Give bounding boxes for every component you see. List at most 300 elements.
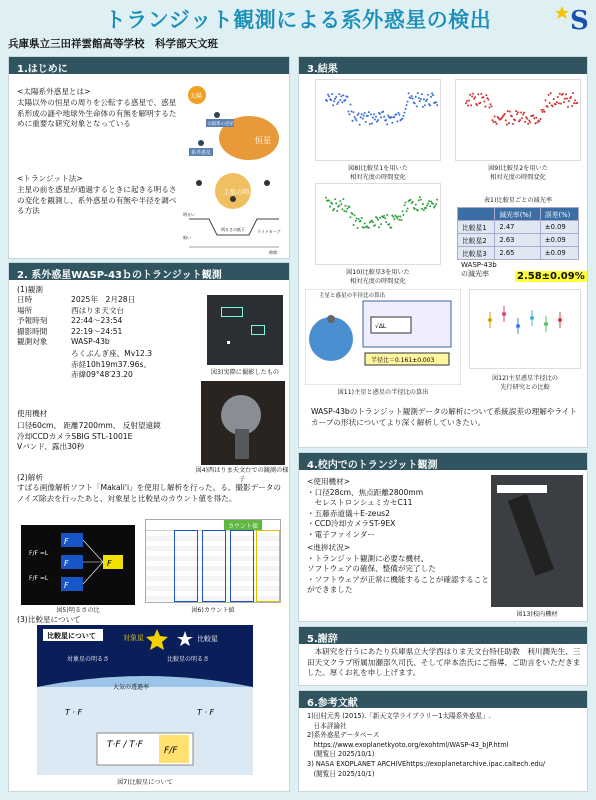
observatory-photo [201, 381, 285, 465]
lc-point [532, 114, 534, 116]
comparison-star-figure [37, 625, 253, 775]
lc-point [480, 93, 482, 95]
lc-point [357, 227, 359, 229]
svg-text:T·F / T·F: T·F / T·F [107, 740, 143, 750]
fig8-caption: 図8)比較星1を用いた 相対光度の時間変化 [348, 165, 408, 181]
lc-point [515, 110, 517, 112]
poster-title: トランジット観測による系外惑星の検出 [104, 8, 492, 32]
lc-point [348, 113, 350, 115]
lc-point [567, 106, 569, 108]
reference-list [307, 712, 585, 779]
lc-point [417, 92, 419, 94]
svg-text:F: F [107, 559, 112, 568]
lc-point [374, 224, 376, 226]
lc-point [495, 121, 497, 123]
lc-point [402, 210, 404, 212]
comparison-star-label: 比較星 [197, 635, 218, 643]
sun-label: 太陽 [190, 93, 203, 100]
lc-point [371, 122, 373, 124]
lc-point [333, 100, 335, 102]
lc-point [421, 93, 423, 95]
lc-point [558, 102, 560, 104]
fig10-caption: 図10)比較星3を用いた 相対光度の時間変化 [346, 269, 410, 285]
planet2-label: 系外惑星 [191, 150, 212, 156]
table-row [458, 234, 579, 247]
fig9-caption: 図9)比較星2を用いた 相対光度の時間変化 [488, 165, 548, 181]
lc-point [370, 113, 372, 115]
lc-point [380, 116, 382, 118]
lc-point [509, 111, 511, 113]
lc-point [359, 124, 361, 126]
school-equipment-photo [491, 475, 583, 607]
lc-point [351, 110, 353, 112]
analysis-text: すばる画像解析ソフト「Makali'i」を使用し解析を行った。る。撮影データのノイズ除去を行ったあと、対象星と比較星のカウント値を得た。 [17, 483, 281, 503]
table-cell: 比較星2 [458, 234, 495, 247]
light-curve-1 [315, 79, 441, 161]
lc-point [570, 96, 572, 98]
lc-point [372, 117, 374, 119]
lc-point [334, 98, 336, 100]
lc-point [465, 102, 467, 104]
exoplanet-text: 太陽以外の恒星の周りを公転する惑星で、惑星系形成の謎や地球外生命体の有無を解明するために重要な研究対象となっている [17, 98, 177, 129]
lc-point [539, 118, 541, 120]
lc-point [414, 102, 416, 104]
lc-point [375, 116, 377, 118]
lc-point [426, 205, 428, 207]
lc-point [403, 214, 405, 216]
reference-item: https://www.exoplanetkyoto.org/exohtml/WASP-43_bJP.html [307, 740, 509, 749]
fig7-caption: 図7)比較星について [117, 779, 173, 786]
lc-point [402, 118, 404, 120]
lc-point [352, 213, 354, 215]
lc-point [534, 122, 536, 124]
count-value-table [145, 519, 281, 603]
lc-point [429, 205, 431, 207]
lc-point [335, 96, 337, 98]
lc-point [550, 92, 552, 94]
lc-point [354, 214, 356, 216]
lc-point [356, 218, 358, 220]
lc-point [376, 217, 378, 219]
lc-point [360, 220, 362, 222]
exoplanet-diagram [181, 83, 285, 161]
lc-point [422, 106, 424, 108]
lc-point [348, 206, 350, 208]
lc-point [523, 112, 525, 114]
lc-point [471, 96, 473, 98]
fig4-caption: 図4)西はりま天文台での観測の様子 [195, 467, 289, 483]
fig5-caption: 図5)明るさの比 [56, 607, 100, 614]
lower-label: 明るさの低下 [221, 227, 245, 232]
lc-point [336, 103, 338, 105]
svg-text:F/F =L: F/F =L [29, 550, 49, 557]
lc-point [377, 219, 379, 221]
lc-point [406, 210, 408, 212]
lc-point [419, 196, 421, 198]
table-row [458, 221, 579, 234]
section-school-observation [298, 452, 588, 622]
lc-point [368, 227, 370, 229]
lc-point [574, 99, 576, 101]
lc-point [339, 99, 341, 101]
lc-point [346, 208, 348, 210]
lc-point [484, 106, 486, 108]
lc-point [424, 104, 426, 106]
lc-point [335, 202, 337, 204]
lc-label: ライトカーブ [257, 229, 281, 234]
wasp-rate-label: WASP-43b の減光率 [461, 261, 497, 278]
lc-point [420, 98, 422, 100]
svg-text:F: F [64, 581, 69, 590]
lc-point [345, 210, 347, 212]
lc-point [328, 200, 330, 202]
reference-item: 日本評論社 [307, 721, 347, 730]
lc-point [564, 98, 566, 100]
lc-point [363, 115, 365, 117]
lc-point [435, 101, 437, 103]
lc-point [517, 111, 519, 113]
analysis-heading: (2)解析 [17, 473, 43, 482]
lc-point [419, 100, 421, 102]
lc-point [496, 123, 498, 125]
radius-comparison-chart [469, 289, 581, 369]
lc-point [491, 105, 493, 107]
lc-point [325, 197, 327, 199]
lc-point [333, 208, 335, 210]
school-equipment: <使用機材> ・口径28cm、焦点距離2800mm セレストロンシュミカセC11 ・五藤赤道儀＋E-zeus2 ・CCD冷却カメラST-9EX ・電子ファインダー [307, 477, 424, 539]
comparison-point [502, 312, 506, 316]
lc-point [563, 101, 565, 103]
lc-point [467, 104, 469, 106]
lc-point [505, 119, 507, 121]
lc-point [487, 99, 489, 101]
section-header: 6.参考文献 [299, 691, 587, 708]
lc-point [435, 203, 437, 205]
lc-point [430, 96, 432, 98]
lc-point [483, 100, 485, 102]
lc-point [371, 219, 373, 221]
light-curve-diagram [181, 169, 285, 255]
lc-point [514, 119, 516, 121]
lc-point [398, 219, 400, 221]
comparison-point [488, 318, 492, 322]
section-references [298, 690, 588, 792]
lc-point [405, 201, 407, 203]
section-observation [8, 262, 290, 792]
exoplanet-heading: <太陽系外惑星とは> [17, 87, 91, 96]
lc-point [521, 117, 523, 119]
lc-point [393, 218, 395, 220]
lc-point [379, 217, 381, 219]
lc-point [482, 96, 484, 98]
section-results [298, 56, 588, 448]
obs-heading: (1)観測 [17, 285, 43, 294]
lc-point [397, 112, 399, 114]
lc-point [378, 226, 380, 228]
light-curve-3 [315, 183, 441, 265]
lc-point [362, 118, 364, 120]
lc-point [408, 92, 410, 94]
svg-text:F/F: F/F [164, 746, 178, 756]
section-header: 3.結果 [299, 57, 587, 74]
lc-point [392, 216, 394, 218]
section-acknowledgements [298, 626, 588, 686]
lc-point [341, 208, 343, 210]
lc-point [520, 111, 522, 113]
time-label: 時間 [269, 250, 277, 255]
lc-point [494, 116, 496, 118]
lc-point [340, 95, 342, 97]
lc-point [427, 94, 429, 96]
lc-point [383, 116, 385, 118]
lc-point [477, 93, 479, 95]
lc-point [396, 218, 398, 220]
lc-point [404, 204, 406, 206]
obs-row: 観測対象 WASP-43b [17, 337, 110, 347]
dark-label: 暗い [183, 235, 191, 240]
lc-point [466, 100, 468, 102]
lc-point [383, 215, 385, 217]
section-header: 5.謝辞 [299, 627, 587, 644]
lc-point [388, 223, 390, 225]
lc-point [369, 123, 371, 125]
lc-point [364, 112, 366, 114]
about-label: 比較星について [47, 632, 96, 640]
lc-point [555, 103, 557, 105]
fig11-title: 主星と惑星の半径比の算出 [319, 293, 386, 299]
obs-row: 場所 西はりま天文台 [17, 305, 125, 315]
transit-text: 主星の前を惑星が通過するときに起きる明るさの変化を観測し、系外惑星の有無や半径を調べる方法 [17, 185, 177, 216]
results-summary: WASP-43bのトランジット観測データの解析について系統誤差の理解やライトカーブの形状についてより深く解析していきたい。 [311, 407, 577, 427]
transit-heading: <トランジット法> [17, 174, 83, 183]
bright-label: 明るい [183, 212, 195, 217]
lc-point [367, 115, 369, 117]
lc-point [338, 93, 340, 95]
lc-point [485, 94, 487, 96]
lc-point [506, 124, 508, 126]
lc-point [344, 99, 346, 101]
lc-point [411, 95, 413, 97]
brightness-ratio-figure [21, 525, 135, 605]
equipment-list: 口径60cm、 距離7200mm、 反射望遠鏡 冷却CCDカメラSBIG STL-1001E Vバンド、露出30秒 [17, 421, 161, 452]
lc-point [536, 121, 538, 123]
lc-point [396, 120, 398, 122]
lc-point [405, 108, 407, 110]
lc-point [508, 122, 510, 124]
reference-item: 1)田村元秀 (2015).「新天文学ライブラリー1太陽系外惑星」. [307, 712, 491, 720]
lc-point [399, 216, 401, 218]
lc-point [361, 217, 363, 219]
lc-point [524, 121, 526, 123]
lc-point [374, 118, 376, 120]
lc-point [328, 95, 330, 97]
lc-point [436, 199, 438, 201]
lc-point [327, 94, 329, 96]
lc-point [425, 207, 427, 209]
table-cell: 2.47 [495, 221, 541, 234]
lc-point [407, 208, 409, 210]
lc-point [398, 114, 400, 116]
svg-text:√ΔL: √ΔL [375, 323, 387, 330]
lc-point [412, 98, 414, 100]
lc-point [533, 117, 535, 119]
lc-point [334, 198, 336, 200]
lc-point [556, 101, 558, 103]
lc-point [385, 221, 387, 223]
lc-point [528, 119, 530, 121]
lc-point [489, 103, 491, 105]
lc-point [516, 113, 518, 115]
lc-point [423, 98, 425, 100]
lc-point [416, 105, 418, 107]
lc-point [547, 106, 549, 108]
lc-point [474, 96, 476, 98]
lc-point [504, 113, 506, 115]
star-label: 恒星 [255, 136, 271, 145]
lc-point [432, 94, 434, 96]
lc-point [415, 96, 417, 98]
obs-row: 撮影時間 22:19〜24:51 [17, 326, 123, 336]
lc-point [430, 201, 432, 203]
lc-point [529, 121, 531, 123]
lc-point [349, 104, 351, 106]
count-label: カウント値 [224, 520, 262, 531]
lc-point [361, 113, 363, 115]
lc-point [385, 119, 387, 121]
lc-point [468, 99, 470, 101]
comparison-point [516, 324, 520, 328]
lc-point [472, 93, 474, 95]
lc-point [337, 101, 339, 103]
lc-point [338, 205, 340, 207]
table1-caption: 表1)比較星ごとの減光率 [483, 197, 553, 204]
lc-point [573, 102, 575, 104]
lc-point [476, 104, 478, 106]
lc-point [552, 105, 554, 107]
section-header: 4.校内でのトランジット観測 [299, 453, 587, 470]
lc-point [544, 111, 546, 113]
lc-point [360, 116, 362, 118]
svg-text:F/F =L: F/F =L [29, 575, 49, 582]
lc-point [353, 111, 355, 113]
target-details: ろくぶんぎ座、Mv12.3 赤経10h19m37.96s、 赤緯09°48′23.20 [71, 349, 153, 380]
lc-point [434, 205, 436, 207]
comparison-point [530, 316, 534, 320]
lc-point [412, 201, 414, 203]
obs-row: 予報時刻 22:44〜23:54 [17, 316, 123, 326]
lc-point [410, 97, 412, 99]
lc-point [543, 109, 545, 111]
lc-point [522, 113, 524, 115]
lc-point [358, 218, 360, 220]
svg-text:F: F [64, 537, 69, 546]
lc-point [562, 93, 564, 95]
lc-point [404, 112, 406, 114]
lc-point [349, 216, 351, 218]
lc-point [379, 113, 381, 115]
table-cell: ±0.09 [540, 247, 578, 260]
target-star-label: 対象星 [123, 634, 144, 642]
lc-point [400, 219, 402, 221]
lc-point [358, 112, 360, 114]
fig12-caption: 図12)主星惑星半径比の 先行研究との比較 [492, 375, 558, 391]
lc-point [368, 111, 370, 113]
lc-point [418, 199, 420, 201]
acknowledgement-text: 本研究を行うにあたり兵庫県立大学西はりま天文台特任助教 利川潤先生、三田天文クラブ所属加瀬部久司氏、そして岸本浩氏にご指導、ご助言をいただきました。厚くお礼を申し上げます。 [307, 647, 581, 678]
lc-point [382, 111, 384, 113]
table-header: 減光率(%) [495, 208, 541, 221]
lc-point [395, 113, 397, 115]
lc-point [426, 99, 428, 101]
reference-item: 2)系外惑星データベース [307, 731, 380, 740]
radius-ratio-figure [305, 289, 461, 385]
lc-point [542, 111, 544, 113]
fig13-caption: 図13)校内機材 [516, 611, 558, 618]
target-brightness: 対象星の明るさ [67, 656, 110, 663]
lc-point [347, 111, 349, 113]
comparison-point [558, 318, 562, 322]
lc-point [469, 94, 471, 96]
comparison-brightness: 比較星の明るさ [167, 656, 210, 663]
svg-text:T · F: T · F [197, 708, 215, 717]
school-logo-icon [552, 2, 592, 34]
lc-point [571, 105, 573, 107]
lc-point [545, 99, 547, 101]
obs-details [17, 295, 197, 348]
lc-point [565, 93, 567, 95]
lc-point [407, 101, 409, 103]
section-introduction [8, 56, 290, 259]
lc-point [384, 217, 386, 219]
lc-point [526, 118, 528, 120]
section-header: 2. 系外惑星WASP-43ｂのトランジット観測 [9, 263, 289, 280]
lc-point [519, 119, 521, 121]
wasp-rate-value: 2.58±0.09% [517, 271, 585, 282]
lc-point [512, 123, 514, 125]
lc-point [479, 102, 481, 104]
table-header [458, 208, 495, 221]
lc-point [553, 98, 555, 100]
lc-point [414, 208, 416, 210]
lc-point [352, 120, 354, 122]
atmosphere-label: 大気の透過率 [113, 684, 150, 691]
reference-item: (閲覧日 2025/10/1) [307, 769, 375, 778]
lc-point [540, 109, 542, 111]
lc-point [393, 116, 395, 118]
lc-point [363, 227, 365, 229]
lc-point [373, 113, 375, 115]
equipment-heading: 使用機材 [17, 409, 48, 418]
lc-point [417, 209, 419, 211]
lc-point [340, 203, 342, 205]
lc-point [568, 100, 570, 102]
lc-point [560, 103, 562, 105]
table-cell: 2.65 [495, 247, 541, 260]
lc-point [548, 94, 550, 96]
lc-point [329, 206, 331, 208]
lc-point [342, 198, 344, 200]
comparison-point [544, 322, 548, 326]
obs-row: 日時 2025年 2月28日 [17, 295, 136, 304]
lc-point [566, 97, 568, 99]
lc-point [538, 120, 540, 122]
light-curve-2 [455, 79, 581, 161]
lc-point [346, 96, 348, 98]
lc-point [380, 223, 382, 225]
lc-point [410, 199, 412, 201]
lc-point [331, 203, 333, 205]
lc-point [427, 203, 429, 205]
